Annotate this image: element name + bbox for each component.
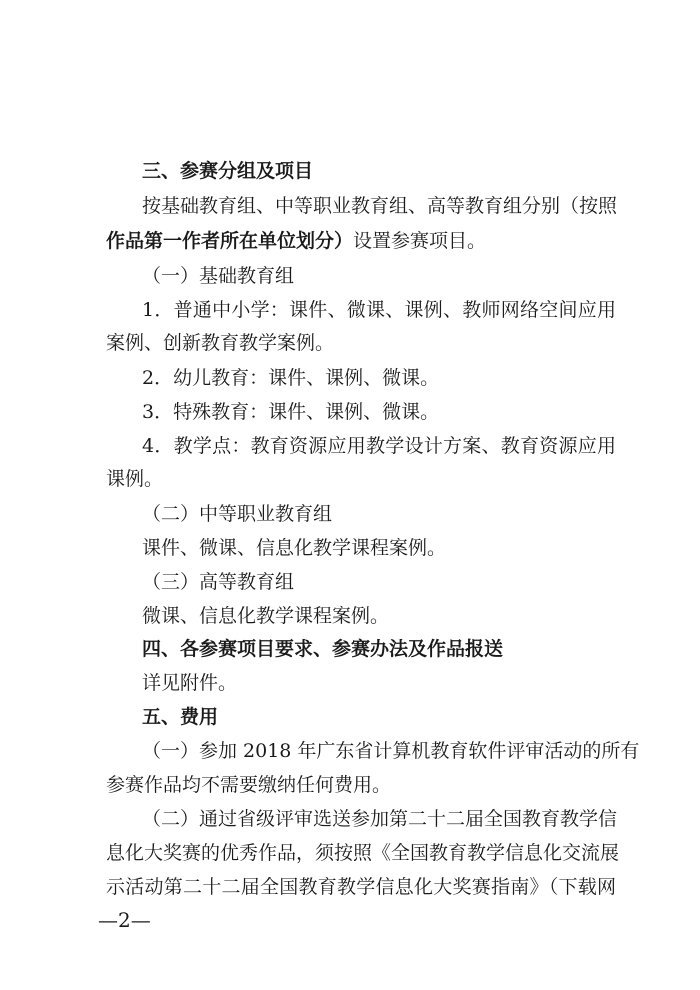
group-1-item-4-line-1: 4．教学点：教育资源应用教学设计方案、教育资源应用: [142, 435, 616, 457]
section-5-para-2-line-3: 示活动第二十二届全国教育教学信息化大奖赛指南》（下载网: [106, 876, 616, 898]
section-5-para-1-line-1: （一）参加 2018 年广东省计算机教育软件评审活动的所有: [142, 740, 640, 762]
section-5-para-1-line-2: 参赛作品均不需要缴纳任何费用。: [106, 774, 392, 796]
group-1-item-3: 3．特殊教育：课件、课例、微课。: [142, 401, 440, 423]
group-1-item-1-line-2: 案例、创新教育教学案例。: [106, 332, 335, 354]
section-5-para-2-line-1: （二）通过省级评审选送参加第二十二届全国教育教学信: [142, 808, 618, 830]
section-5-heading: 五、费用: [142, 706, 219, 728]
section-4-content: 详见附件。: [142, 672, 238, 694]
section-4-heading: 四、各参赛项目要求、参赛办法及作品报送: [142, 638, 504, 660]
group-3-title: （三）高等教育组: [142, 571, 295, 593]
page-number: —2—: [98, 908, 151, 932]
group-2-content: 课件、微课、信息化教学课程案例。: [142, 537, 447, 559]
group-1-item-1-line-1: 1．普通中小学：课件、微课、课例、教师网络空间应用: [142, 299, 616, 321]
group-2-title: （二）中等职业教育组: [142, 503, 333, 525]
section-3-intro-line-1: [142, 194, 616, 218]
group-1-item-2: 2．幼儿教育：课件、课例、微课。: [142, 367, 440, 389]
group-1-title: （一）基础教育组: [142, 265, 295, 287]
section-3-intro-line-2: [106, 229, 616, 253]
section-3-intro-tail: 设置参赛项目。: [353, 230, 487, 252]
group-1-item-4-line-2: 课例。: [106, 468, 164, 490]
group-3-content: 微课、信息化教学课程案例。: [142, 605, 390, 627]
section-3-intro-bold: 作品第一作者所在单位划分）: [106, 230, 354, 252]
section-3-intro-text: 按基础教育组、中等职业教育组、高等教育组分别（按照: [142, 195, 618, 217]
section-3-heading: 三、参赛分组及项目: [142, 160, 314, 182]
section-5-para-2-line-2: 息化大奖赛的优秀作品，须按照《全国教育教学信息化交流展: [106, 842, 620, 864]
